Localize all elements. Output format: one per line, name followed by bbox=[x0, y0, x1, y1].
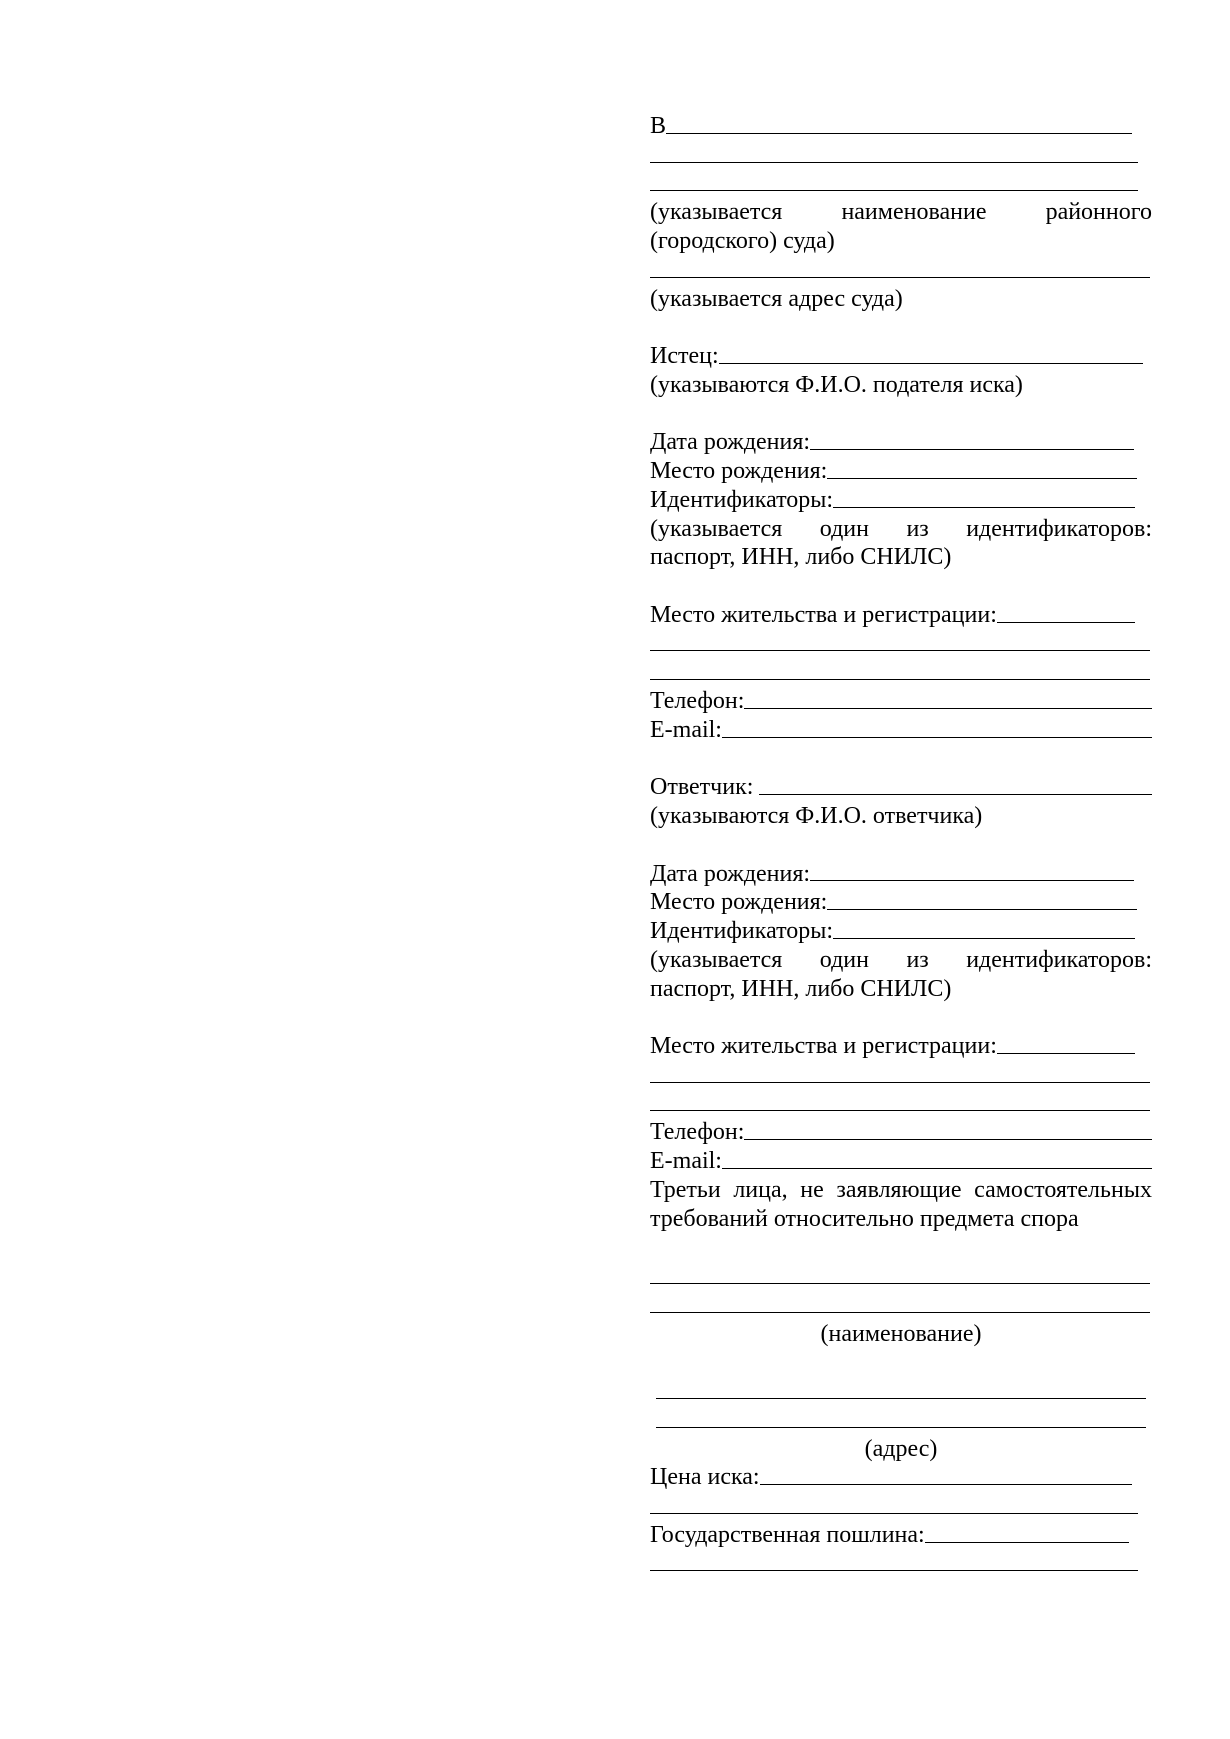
defendant-residence-field[interactable]: Место жительства и регистрации: bbox=[650, 1032, 1152, 1061]
plaintiff-residence-field[interactable]: Место жительства и регистрации: bbox=[650, 601, 1152, 630]
defendant-identifiers-hint: (указывается один из идентификаторов: bbox=[650, 946, 1152, 973]
defendant-phone-field[interactable]: Телефон: bbox=[650, 1118, 1152, 1147]
third-party-address-blank-1[interactable] bbox=[650, 1377, 1152, 1406]
plaintiff-identifiers-field[interactable]: Идентификаторы: bbox=[650, 486, 1152, 515]
third-party-address-hint: (адрес) bbox=[864, 1435, 938, 1462]
defendant-identifiers-field[interactable]: Идентификаторы: bbox=[650, 917, 1152, 946]
defendant-birth-date-field[interactable]: Дата рождения: bbox=[650, 860, 1152, 889]
defendant-residence-blank-3[interactable] bbox=[650, 1090, 1152, 1119]
plaintiff-birth-place-field[interactable]: Место рождения: bbox=[650, 457, 1152, 486]
third-party-address-blank-2[interactable] bbox=[650, 1406, 1152, 1435]
claim-price-field[interactable]: Цена иска: bbox=[650, 1463, 1152, 1492]
third-party-name-blank-1[interactable] bbox=[650, 1262, 1152, 1291]
court-name-hint: (указывается наименование районного bbox=[650, 199, 1152, 226]
defendant-residence-blank-2[interactable] bbox=[650, 1061, 1152, 1090]
plaintiff-residence-blank-2[interactable] bbox=[650, 630, 1152, 659]
plaintiff-name-field[interactable] bbox=[650, 342, 1152, 371]
court-name-hint-2: (городского) суда) bbox=[650, 228, 835, 254]
court-name-field[interactable] bbox=[650, 112, 1152, 141]
plaintiff-residence-blank-3[interactable] bbox=[650, 658, 1152, 687]
defendant-email-field[interactable]: E-mail: bbox=[650, 1147, 1152, 1176]
court-name-blank[interactable] bbox=[666, 133, 1132, 134]
plaintiff-name-hint: (указываются Ф.И.О. подателя иска) bbox=[650, 371, 1023, 398]
plaintiff-email-field[interactable]: E-mail: bbox=[650, 716, 1152, 745]
defendant-label: Ответчик: bbox=[650, 774, 760, 801]
court-header-block bbox=[650, 112, 1152, 1578]
defendant-identifiers-hint-2: паспорт, ИНН, либо СНИЛС) bbox=[650, 975, 952, 1002]
third-parties-heading-2: требований относительно предмета спора bbox=[650, 1205, 1079, 1232]
claim-price-blank-2[interactable] bbox=[650, 1492, 1152, 1521]
defendant-name-hint: (указываются Ф.И.О. ответчика) bbox=[650, 803, 983, 829]
court-address-blank[interactable] bbox=[650, 256, 1152, 285]
plaintiff-label: Истец: bbox=[650, 343, 719, 369]
plaintiff-phone-field[interactable]: Телефон: bbox=[650, 687, 1152, 716]
plaintiff-identifiers-hint: (указывается один из идентификаторов: bbox=[650, 515, 1152, 542]
state-fee-blank-2[interactable] bbox=[650, 1550, 1152, 1579]
defendant-birth-place-field[interactable]: Место рождения: bbox=[650, 888, 1152, 917]
defendant-name-field[interactable] bbox=[650, 773, 1152, 802]
third-party-name-hint: (наименование) bbox=[820, 1320, 982, 1347]
state-fee-field[interactable]: Государственная пошлина: bbox=[650, 1521, 1152, 1550]
court-address-hint: (указывается адрес суда) bbox=[650, 285, 903, 312]
court-name-blank-3[interactable] bbox=[650, 170, 1152, 199]
plaintiff-birth-date-field[interactable]: Дата рождения: bbox=[650, 428, 1152, 457]
court-name-blank-2[interactable] bbox=[650, 141, 1152, 170]
third-party-name-blank-2[interactable] bbox=[650, 1291, 1152, 1320]
third-parties-heading: Третьи лица, не заявляющие самостоятельных bbox=[650, 1176, 1152, 1203]
plaintiff-identifiers-hint-2: паспорт, ИНН, либо СНИЛС) bbox=[650, 544, 952, 571]
court-prefix: В bbox=[650, 113, 667, 139]
